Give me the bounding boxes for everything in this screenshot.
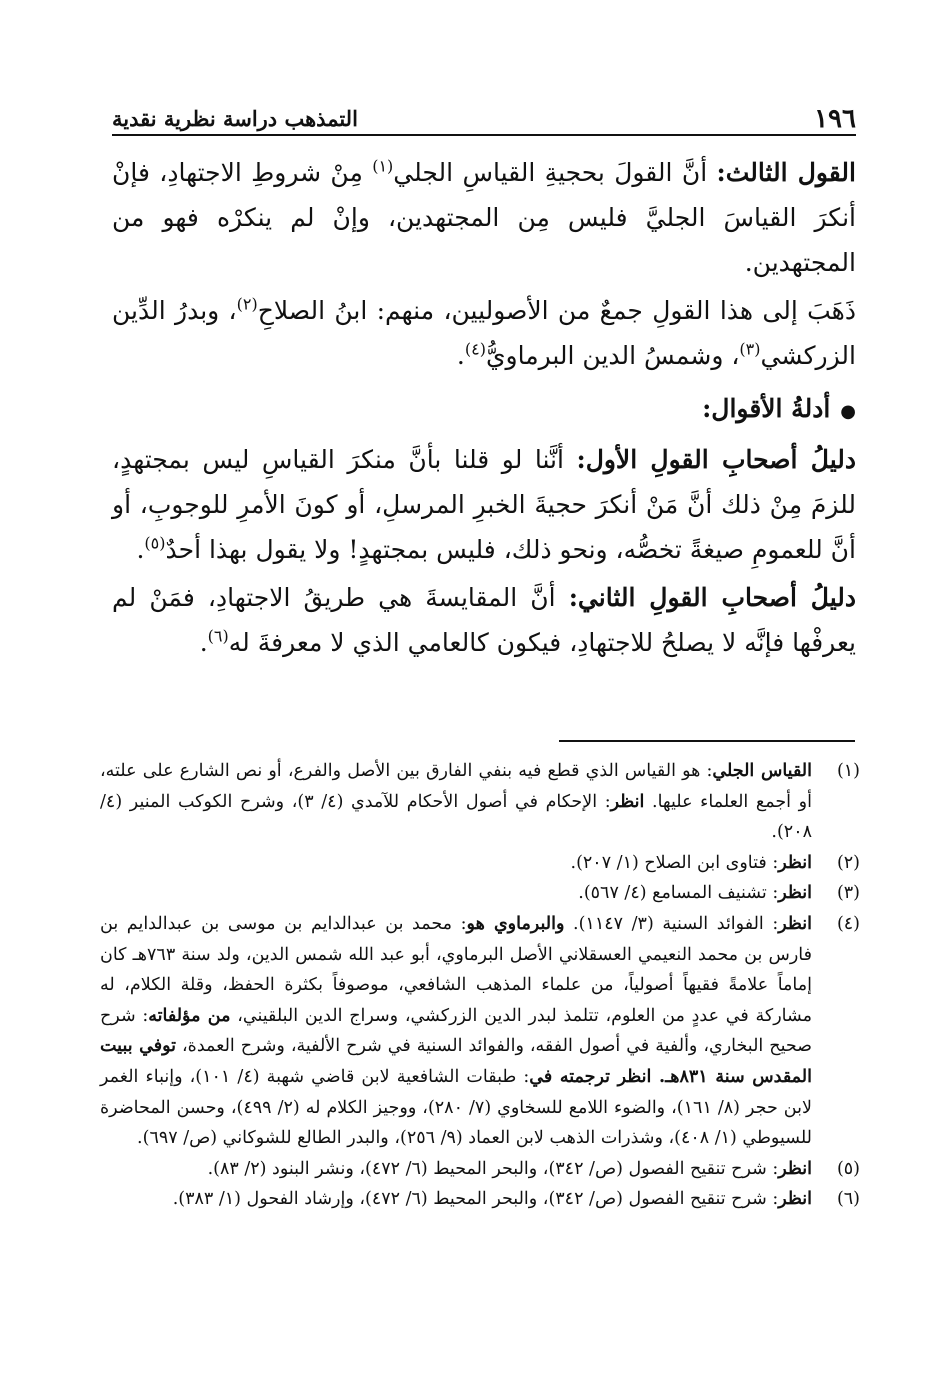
- paragraph-third-opinion: [112, 150, 856, 285]
- footnote-2: [100, 848, 860, 879]
- footnote-lead: انظر: [778, 1158, 812, 1179]
- footnote-body: : الفوائد السنية (٣/ ١١٤٧).: [564, 913, 779, 934]
- paragraph-lead: دليلُ أصحابِ القولِ الأول:: [576, 445, 856, 474]
- footnote-body: : شرح تنقيح الفصول (ص/ ٣٤٢)، والبحر المحيط (٦/ ٤٧٢)، ونشر البنود (٢/ ٨٣).: [207, 1158, 779, 1179]
- running-title: التمذهب دراسة نظرية نقدية: [112, 106, 358, 131]
- footnote-ref: (٤): [464, 339, 486, 359]
- footnote-text: [100, 878, 812, 909]
- footnote-ref: (٦): [207, 626, 229, 646]
- paragraph-second-evidence: [112, 575, 856, 665]
- footnote-lead: من مؤلفاته: [148, 1005, 231, 1026]
- footnote-number: (٥): [836, 1158, 860, 1179]
- footnote-lead: انظر: [778, 883, 812, 904]
- paragraph-lead: القول الثالث:: [716, 158, 856, 187]
- footnote-ref: (١): [372, 156, 394, 176]
- paragraph-lead: دليلُ أصحابِ القولِ الثاني:: [568, 583, 856, 612]
- footnote-body: : فتاوى ابن الصلاح (١/ ٢٠٧).: [570, 852, 779, 873]
- footnote-body: : محمد بن عبدالدايم بن موسى بن عبدالدايم بن فارس بن محمد النعيمي العسقلاني الأصل البرماوي، أبو عبد الله شمس الدين، ولد سنة ٧٦٣هـ كان إماماً علامةً فقيهاً أصولياً، من علماء المذهب الشافعي، موصوفاً بكثرة الحفظ، وقلة الكلام، له مشاركة في عددٍ من العلوم، تتلمذ لبدر الدين الزركشي، وسراج الدين البلقيني،: [100, 913, 812, 1026]
- footnote-body: : الإحكام في أصول الأحكام للآمدي (٤/ ٣)، وشرح الكوكب المنير (٤/ ٢٠٨).: [100, 791, 812, 843]
- bullet-icon: ●: [840, 401, 856, 422]
- paragraph-text: ، وبدرُ الدِّين الزركشي: [112, 296, 856, 370]
- footnote-ref: (٣): [739, 339, 761, 359]
- footnote-lead: انظر: [778, 852, 812, 873]
- footnote-lead: انظر: [778, 913, 813, 934]
- footnote-text: [100, 848, 812, 879]
- section-heading-text: أدلةُ الأقوال:: [702, 394, 831, 423]
- footnote-body: : طبقات الشافعية لابن قاضي شهبة (٤/ ١٠١)، وإنباء الغمر لابن حجر (٨/ ١٦١)، والضوء اللامع للسخاوي (٧/ ٢٨٠)، ووجيز الكلام له (٢/ ٤٩٩)، وحسن المحاضرة للسيوطي (١/ ٤٠٨)، وشذرات الذهب لابن العماد (٩/ ٢٥٦)، والبدر الطالع للشوكاني (ص/ ٦٩٧).: [100, 1066, 812, 1149]
- main-text: [112, 150, 856, 665]
- paragraph-text: ذَهَبَ إلى هذا القولِ جمعٌ من الأصوليين، منهم: ابنُ الصلاحِ: [257, 296, 856, 325]
- paragraph-text: مِنْ شروطِ الاجتهادِ، فإنْ أنكرَ القياسَ الجليَّ فليس مِن المجتهدين، وإنْ لم ينكرْه فهو من المجتهدين.: [112, 158, 856, 277]
- footnote-4: [100, 909, 860, 1154]
- running-header: [112, 100, 856, 136]
- footnote-ref: (٥): [144, 533, 166, 553]
- footnote-number: (٦): [836, 1189, 860, 1210]
- footnote-6: [100, 1184, 860, 1215]
- footnote-3: [100, 878, 860, 909]
- page-number: ١٩٦: [814, 104, 856, 134]
- paragraph-proponents: [112, 288, 856, 378]
- footnote-body: : شرح تنقيح الفصول (ص/ ٣٤٢)، والبحر المحيط (٦/ ٤٧٢)، وإرشاد الفحول (١/ ٣٨٣).: [172, 1189, 779, 1210]
- footnote-text: [100, 756, 812, 848]
- footnote-5: [100, 1154, 860, 1185]
- footnote-ref: (٢): [236, 294, 258, 314]
- footnote-number: (٣): [836, 883, 860, 904]
- footnote-lead: والبرماوي هو: [466, 913, 565, 934]
- footnote-number: (٤): [836, 913, 860, 934]
- paragraph-text: أنَّنا لو قلنا بأنَّ منكرَ القياسِ ليس بمجتهدٍ، للزمَ مِنْ ذلك أنَّ مَنْ أنكرَ حجيةَ الخبرِ المرسلِ، أو كونَ الأمرِ للوجوبِ، أو أنَّ للعمومِ صيغةً تخصُّه، ونحو ذلك، فليس بمجتهدٍ! ولا يقول بهذا أحدٌ: [112, 445, 856, 564]
- footnote-body: : تشنيف المسامع (٤/ ٥٦٧).: [578, 883, 779, 904]
- paragraph-text: .: [199, 628, 208, 657]
- footnotes: [100, 756, 860, 1215]
- footnote-lead: القياس الجلي: [712, 761, 813, 781]
- footnote-lead: انظر: [778, 1189, 812, 1210]
- footnote-text: [100, 1154, 812, 1185]
- footnote-lead: انظر: [610, 791, 645, 812]
- footnote-separator: [559, 740, 855, 742]
- paragraph-text: .: [456, 341, 465, 370]
- footnote-body: : هو القياس الذي قطع فيه بنفي الفارق بين الأصل والفرع، أو نص الشارع على علته، أو أجمع العلماء عليها.: [100, 761, 812, 812]
- footnote-lead: توفي ببيت المقدس سنة ٨٣١هـ. انظر ترجمته في: [100, 1036, 812, 1087]
- footnote-1: [100, 756, 860, 848]
- paragraph-text: ، وشمسُ الدين البرماويُّ: [485, 341, 740, 370]
- footnote-text: [100, 909, 812, 1154]
- section-heading: [112, 386, 856, 434]
- footnote-number: (١): [836, 761, 860, 781]
- footnote-body: : شرح صحيح البخاري، وألفية في أصول الفقه، والفوائد السنية في شرح الألفية، وشرح العمدة،: [100, 1005, 813, 1057]
- footnote-number: (٢): [836, 852, 860, 873]
- footnote-text: [100, 1184, 812, 1215]
- paragraph-text: أنَّ المقايسةَ هي طريقُ الاجتهادِ، فمَنْ لم يعرفْها فإنَّه لا يصلحُ للاجتهادِ، فيكون كالعامي الذي لا معرفةَ له: [112, 583, 856, 657]
- paragraph-text: أنَّ القولَ بحجيةِ القياسِ الجلي: [393, 158, 717, 187]
- paragraph-text: .: [136, 535, 145, 564]
- paragraph-first-evidence: [112, 437, 856, 572]
